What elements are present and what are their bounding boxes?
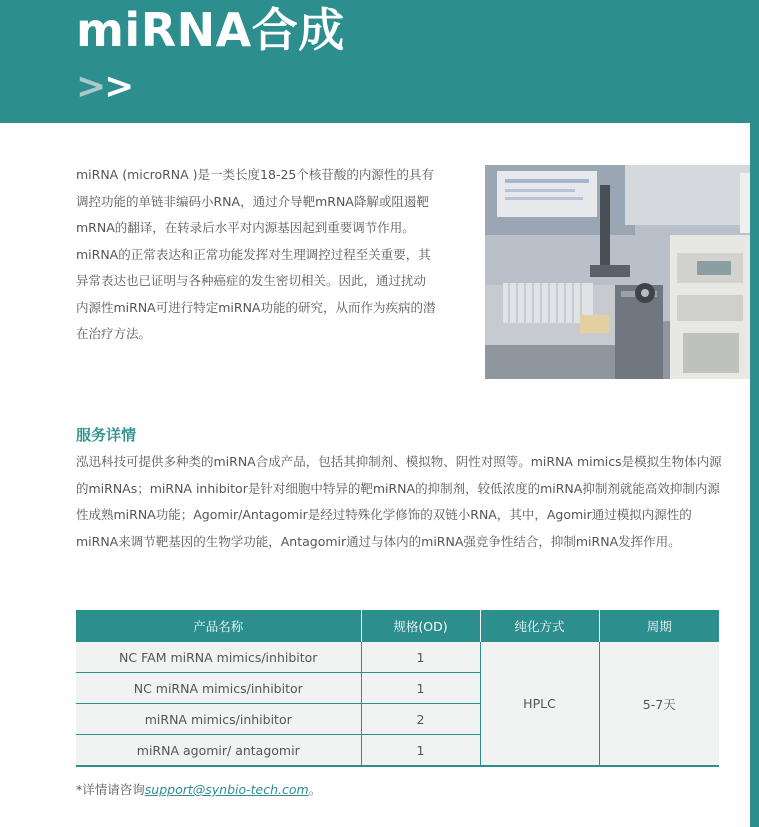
double-arrow-icon [76,62,132,112]
od-cell: 2 [361,704,480,735]
service-details-heading: 服务详情 [76,426,137,444]
od-cell: 1 [361,735,480,767]
page-title: miRNA合成 [76,3,345,57]
header-spec-od: 规格(OD) [361,610,480,642]
header-product-name: 产品名称 [76,610,361,642]
footnote-suffix: 。 [308,782,322,797]
right-accent-bar [750,123,759,827]
footnote-prefix: *详情请咨询 [76,782,145,797]
intro-paragraph: miRNA (microRNA )是一类长度18-25个核苷酸的内源性的具有调控功能的单链非编码小RNA，通过介导靶mRNA降解或阻遏靶mRNA的翻译，在转录后水平对内源基因起到重要调节作用。miRNA的正常表达和正常功能发挥对生理调控过程至关重要，其异常表达也已证明与各种癌症的发生密切相关。因此，通过扰动内源性miRNA可进行特定miRNA功能的研究，从而作为疾病的潜在治疗方法。 [76,167,436,341]
header-purification: 纯化方式 [480,610,599,642]
contact-footnote [76,780,321,800]
header-period: 周期 [599,610,719,642]
product-spec-table [76,610,719,767]
arrow-white: > [104,66,133,107]
product-name-cell: miRNA agomir/ antagomir [76,735,361,767]
product-name-cell: NC miRNA mimics/inhibitor [76,673,361,704]
header-banner [0,0,759,123]
table-row [76,642,719,673]
lab-equipment-photo [485,165,750,379]
purification-cell: HPLC [480,642,599,766]
od-cell: 1 [361,642,480,673]
od-cell: 1 [361,673,480,704]
product-name-cell: NC FAM miRNA mimics/inhibitor [76,642,361,673]
service-details-paragraph: 泓迅科技可提供多种类的miRNA合成产品，包括其抑制剂、模拟物、阴性对照等。miRNA mimics是模拟生物体内源的miRNAs；miRNA inhibitor是针对细胞中特异的靶miRNA的抑制剂，较低浓度的miRNA抑制剂就能高效抑制内源性成熟miRNA功能；Agomir/Antagomir是经过特殊化学修饰的双链小RNA，其中，Agomir通过模拟内源性的miRNA来调节靶基因的生物学功能，Antagomir通过与体内的miRNA强竞争性结合，抑制miRNA发挥作用。 [76,454,722,549]
arrow-light: > [76,66,105,107]
table-header-row [76,610,719,642]
product-name-cell: miRNA mimics/inhibitor [76,704,361,735]
period-cell: 5-7天 [599,642,719,766]
email-link[interactable]: support@synbio-tech.com [144,782,309,797]
